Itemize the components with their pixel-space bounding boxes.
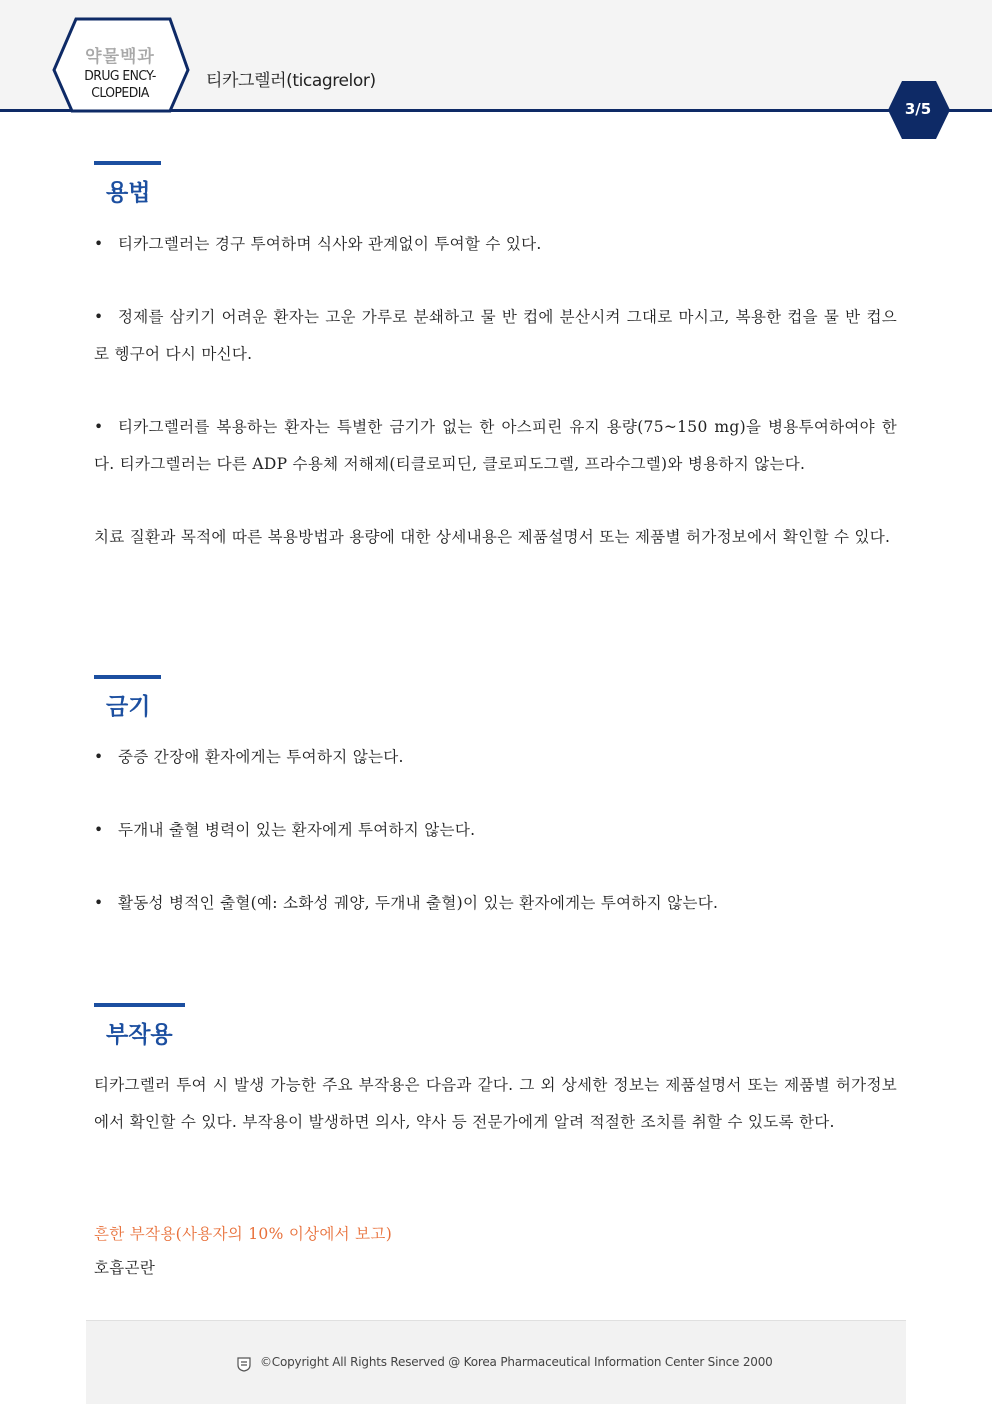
contraindication-item-3-text: 활동성 병적인 출혈(예: 소화성 궤양, 두개내 출혈)이 있는 환자에게는 투여하지 않는다. [118, 894, 719, 912]
bullet-icon: • [94, 821, 104, 839]
section-bar-contraindications [94, 675, 161, 679]
logo-korean-text: 약물백과 [85, 47, 155, 67]
dosage-item-3-text: 티카그렐러를 복용하는 환자는 특별한 금기가 없는 한 아스피린 유지 용량(75~150 mg)을 병용투여하여야 한다. 티카그렐러는 다른 ADP 수용체 저해제(티클로피딘, 클로피도그렐, 프라수그렐)와 병용하지 않는다. [94, 418, 897, 473]
bullet-icon: • [94, 894, 104, 912]
kpic-emblem-icon [236, 1356, 252, 1372]
logo-english-line-1: DRUG ENCY- [84, 68, 156, 84]
dosage-item-2-text: 정제를 삼키기 어려운 환자는 고운 가루로 분쇄하고 물 반 컵에 분산시켜 그대로 마시고, 복용한 컵을 물 반 컵으로 헹구어 다시 마신다. [94, 308, 897, 363]
dosage-item-2 [94, 299, 897, 373]
section-title-side-effects: 부작용 [106, 1022, 173, 1048]
side-effects-intro: 티카그렐러 투여 시 발생 가능한 주요 부작용은 다음과 같다. 그 외 상세한 정보는 제품설명서 또는 제품별 허가정보에서 확인할 수 있다. 부작용이 발생하면 의사, 약사 등 전문가에게 알려 적절한 조치를 취할 수 있도록 한다. [94, 1076, 897, 1131]
bullet-icon: • [94, 748, 104, 766]
dosage-item-1 [94, 226, 897, 263]
section-bar-dosage [94, 161, 161, 165]
contraindication-item-1 [94, 739, 897, 776]
common-side-effect-item: 호흡곤란 [94, 1259, 156, 1277]
section-bar-side-effects [94, 1003, 185, 1007]
dosage-item-3 [94, 409, 897, 483]
dosage-note: 치료 질환과 목적에 따른 복용방법과 용량에 대한 상세내용은 제품설명서 또는 제품별 허가정보에서 확인할 수 있다. [94, 528, 891, 546]
section-title-dosage: 용법 [106, 180, 151, 206]
page-number: 3/5 [904, 100, 932, 118]
contraindication-item-3 [94, 885, 897, 922]
contraindication-item-2-text: 두개내 출혈 병력이 있는 환자에게 투여하지 않는다. [118, 821, 476, 839]
contraindication-item-1-text: 중증 간장애 환자에게는 투여하지 않는다. [118, 748, 404, 766]
dosage-item-1-text: 티카그렐러는 경구 투여하며 식사와 관계없이 투여할 수 있다. [118, 235, 542, 253]
bullet-icon: • [94, 308, 104, 326]
document-title: 티카그렐러(ticagrelor) [206, 71, 376, 91]
section-title-contraindications: 금기 [106, 694, 151, 720]
page-footer [86, 1320, 906, 1404]
copyright-text: ©Copyright All Rights Reserved @ Korea Pharmaceutical Information Center Since 2000 [260, 1355, 773, 1369]
common-side-effects-heading: 흔한 부작용(사용자의 10% 이상에서 보고) [94, 1225, 393, 1243]
contraindication-item-2 [94, 812, 897, 849]
bullet-icon: • [94, 418, 104, 436]
logo-english-text [70, 68, 169, 102]
logo-english-line-2: CLOPEDIA [91, 85, 149, 101]
bullet-icon: • [94, 235, 104, 253]
